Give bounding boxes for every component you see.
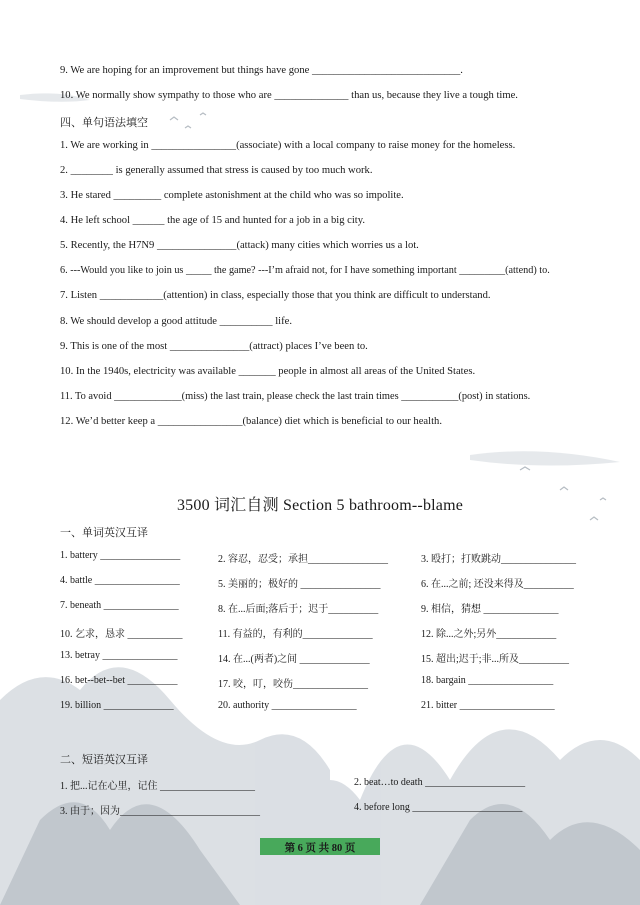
- fill-item: 2. ________ is generally assumed that stress is caused by too much work.: [60, 165, 373, 176]
- word-item: 15. 超出;迟于;非...所及__________: [421, 654, 570, 665]
- word-item: 21. bitter ___________________: [421, 700, 555, 711]
- phrase-item: 2. beat…to death ____________________: [354, 777, 526, 788]
- word-item: 17. 咬，叮，咬伤_______________: [218, 679, 368, 690]
- phrase-item: 3. 由于；因为____________________________: [60, 806, 260, 817]
- question-10: 10. We normally show sympathy to those who are ______________ than us, because they live a tough time.: [60, 90, 518, 101]
- word-item: 10. 乞求，恳求 ___________: [60, 629, 183, 640]
- section-heading-phrases: 二、短语英汉互译: [60, 754, 148, 766]
- phrase-item: 1. 把...记在心里，记住 ___________________: [60, 781, 255, 792]
- word-item: 9. 相信，猜想 _______________: [421, 604, 559, 615]
- fill-item: 6. ---Would you like to join us _____ the game? ---I’m afraid not, for I have something important _________(attend) to.: [60, 265, 550, 276]
- word-item: 11. 有益的，有利的______________: [218, 629, 373, 640]
- word-item: 13. betray _______________: [60, 650, 178, 661]
- phrase-item: 4. before long ______________________: [354, 802, 523, 813]
- word-item: 5. 美丽的；极好的 ________________: [218, 579, 381, 590]
- section-heading-fill: 四、单句语法填空: [60, 117, 148, 129]
- fill-item: 11. To avoid _____________(miss) the last train, please check the last train times ___________(post) in stations.: [60, 391, 531, 402]
- fill-item: 9. This is one of the most _______________(attract) places I’ve been to.: [60, 341, 368, 352]
- word-item: 14. 在...(两者)之间 ______________: [218, 654, 370, 665]
- fill-item: 1. We are working in ________________(associate) with a local company to raise money for the homeless.: [60, 140, 516, 151]
- page-number: 第 6 页 共 80 页: [284, 843, 356, 854]
- page-title: 3500 词汇自测 Section 5 bathroom--blame: [176, 497, 464, 514]
- word-item: 16. bet--bet--bet __________: [60, 675, 178, 686]
- fill-item: 4. He left school ______ the age of 15 and hunted for a job in a big city.: [60, 215, 365, 226]
- word-item: 3. 殴打；打败跳动_______________: [421, 554, 576, 565]
- fill-item: 12. We’d better keep a ________________(balance) diet which is beneficial to our health.: [60, 416, 442, 427]
- fill-item: 5. Recently, the H7N9 _______________(attack) many cities which worries us a lot.: [60, 240, 419, 251]
- word-item: 19. billion ______________: [60, 700, 174, 711]
- fill-item: 8. We should develop a good attitude __________ life.: [60, 316, 292, 327]
- word-item: 7. beneath _______________: [60, 600, 179, 611]
- word-item: 20. authority _________________: [218, 700, 357, 711]
- fill-item: 10. In the 1940s, electricity was available _______ people in almost all areas of the United States.: [60, 366, 476, 377]
- word-item: 6. 在...之前; 还没来得及__________: [421, 579, 574, 590]
- fill-item: 3. He stared _________ complete astonishment at the child who was so impolite.: [60, 190, 404, 201]
- word-item: 8. 在...后面;落后于；迟于__________: [218, 604, 379, 615]
- section-heading-words: 一、单词英汉互译: [60, 527, 148, 539]
- question-9: 9. We are hoping for an improvement but things have gone ____________________________.: [60, 65, 463, 76]
- word-item: 18. bargain _________________: [421, 675, 554, 686]
- fill-item: 7. Listen ____________(attention) in class, especially those that you think are difficult to understand.: [60, 290, 491, 301]
- word-item: 4. battle _________________: [60, 575, 180, 586]
- word-item: 12. 除...之外;另外____________: [421, 629, 557, 640]
- word-item: 2. 容忍，忍受；承担________________: [218, 554, 388, 565]
- word-item: 1. battery ________________: [60, 550, 181, 561]
